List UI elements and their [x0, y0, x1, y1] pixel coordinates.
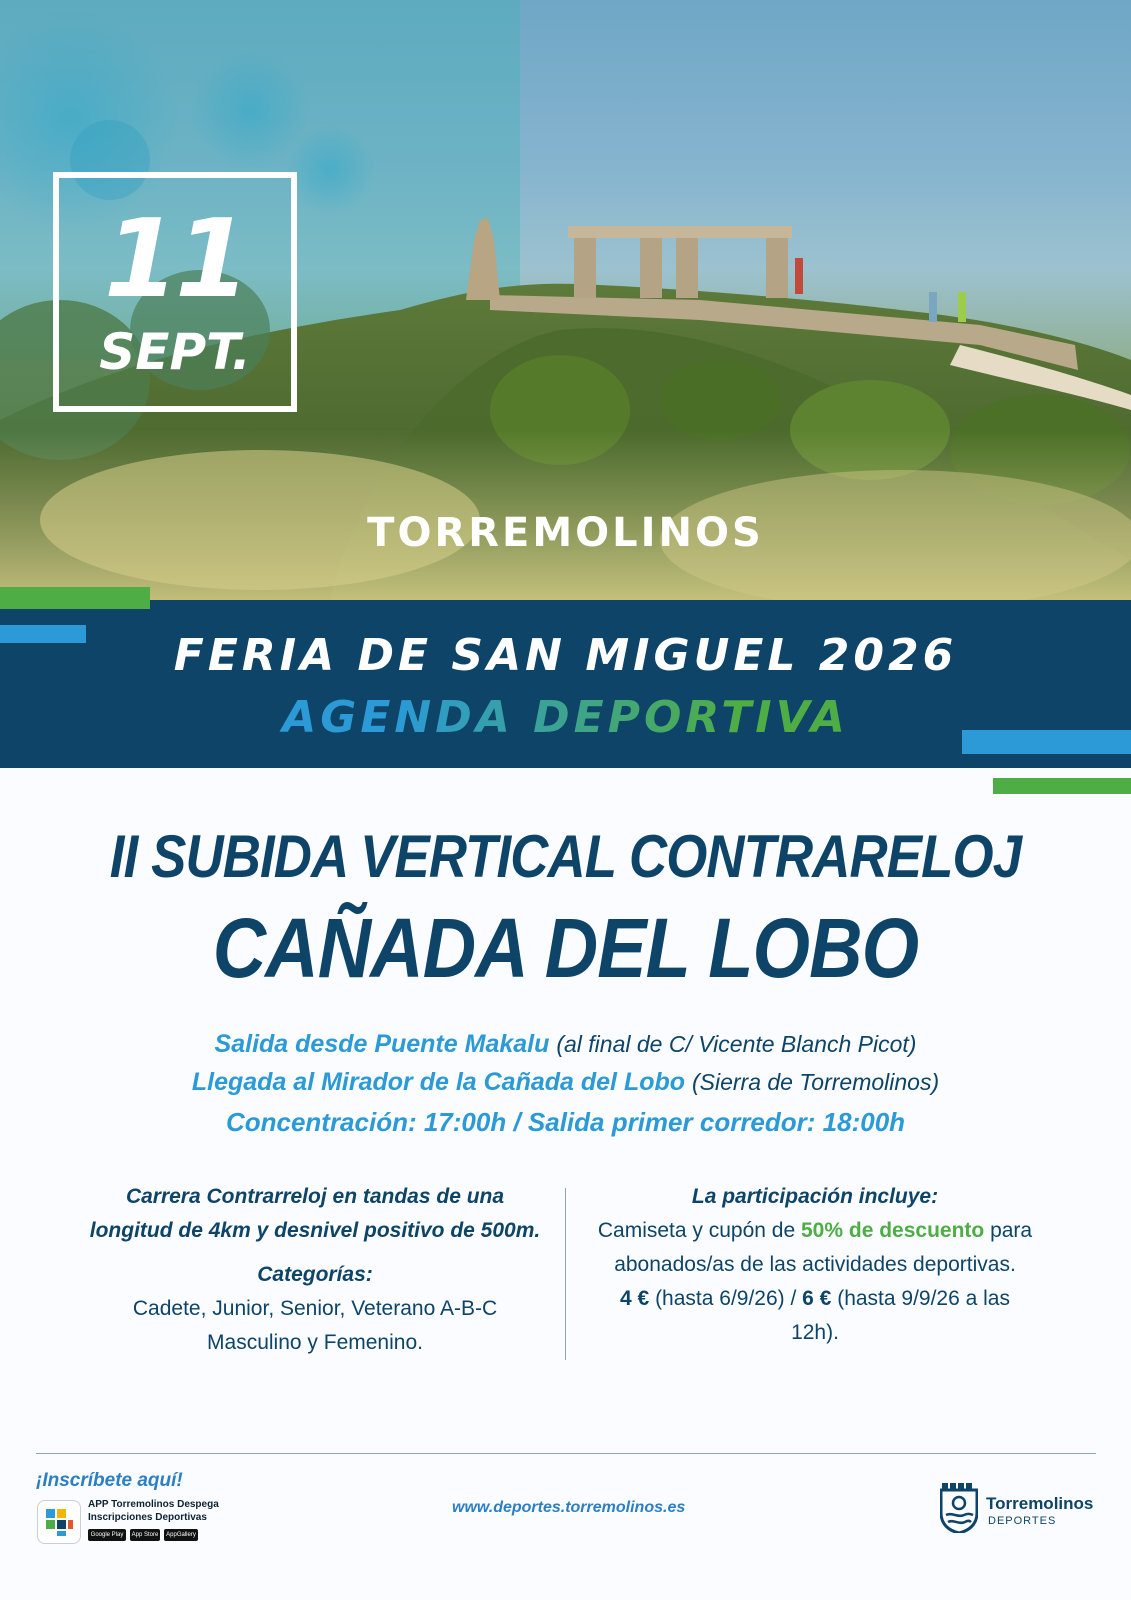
- price-line: [555, 1282, 1075, 1316]
- llegada-note: (Sierra de Torremolinos): [691, 1069, 940, 1095]
- city-name: TORREMOLINOS: [367, 510, 764, 556]
- app-logo-graphic: [38, 1501, 80, 1543]
- date-day: 11: [103, 197, 247, 322]
- info-horario: Concentración: 17:00h / Salida primer corredor: 18:00h: [225, 1107, 906, 1137]
- salida-label: Salida desde Puente Makalu: [214, 1030, 550, 1058]
- date-box: [53, 172, 297, 412]
- categorias-line2: Masculino y Femenino.: [207, 1331, 423, 1354]
- app-name: APP Torremolinos Despega: [88, 1499, 219, 1510]
- categorias-line1: Cadete, Junior, Senior, Veterano A-B-C: [132, 1297, 498, 1320]
- date-month: SEPT.: [99, 323, 251, 381]
- app-logo-icon[interactable]: [37, 1500, 81, 1544]
- incluye-line2: abonados/as de las actividades deportivas.: [614, 1253, 1016, 1276]
- app-store-badge[interactable]: App Store: [130, 1529, 160, 1541]
- price-2: 6 €: [802, 1287, 832, 1310]
- incluye-text-a: Camiseta y cupón de: [597, 1219, 796, 1242]
- carrera-line2: longitud de 4km y desnivel positivo de 500m.: [89, 1219, 541, 1242]
- hero-photo: [0, 0, 1131, 600]
- carrera-line1: Carrera Contrarreloj en tandas de una: [125, 1185, 505, 1208]
- incluye-text-b: para: [990, 1219, 1033, 1242]
- price-1: 4 €: [620, 1287, 650, 1310]
- incluye-line1: [555, 1214, 1075, 1248]
- google-play-badge[interactable]: Google Play: [88, 1529, 126, 1541]
- event-title-line2: CAÑADA DEL LOBO: [212, 901, 919, 995]
- price-tail: 12h).: [791, 1321, 839, 1344]
- app-subtitle: Inscripciones Deportivas: [88, 1512, 207, 1523]
- accent-stripe-green-top: [0, 587, 150, 609]
- logo-name: Torremolinos: [986, 1494, 1094, 1513]
- accent-stripe-green-bottom: [993, 778, 1131, 794]
- banner-feria: FERIA DE SAN MIGUEL 2026: [173, 630, 958, 681]
- event-title-line1: II SUBIDA VERTICAL CONTRARELOJ: [109, 823, 1022, 890]
- banner-agenda: AGENDA DEPORTIVA: [0, 692, 1131, 743]
- salida-note: (al final de C/ Vicente Blanch Picot): [556, 1031, 917, 1057]
- incluye-title: La participación incluye:: [691, 1185, 939, 1208]
- discount-highlight: 50% de descuento: [801, 1219, 985, 1242]
- app-gallery-badge[interactable]: AppGallery: [164, 1529, 198, 1541]
- footer-divider: [36, 1453, 1096, 1454]
- torremolinos-shield-icon: [940, 1483, 978, 1533]
- participation-details: [555, 1180, 1075, 1350]
- categorias-title: Categorías:: [257, 1263, 373, 1286]
- logo-subtitle: DEPORTES: [988, 1515, 1057, 1527]
- signup-cta: ¡Inscríbete aquí!: [36, 1470, 183, 1491]
- price-1-note: (hasta 6/9/26) /: [655, 1287, 797, 1310]
- info-llegada: [0, 1068, 1131, 1097]
- info-salida: [0, 1030, 1131, 1059]
- website-link[interactable]: www.deportes.torremolinos.es: [452, 1499, 686, 1516]
- price-2-note: (hasta 9/9/26 a las: [837, 1287, 1010, 1310]
- llegada-label: Llegada al Mirador de la Cañada del Lobo: [191, 1068, 686, 1096]
- race-details: [55, 1180, 575, 1360]
